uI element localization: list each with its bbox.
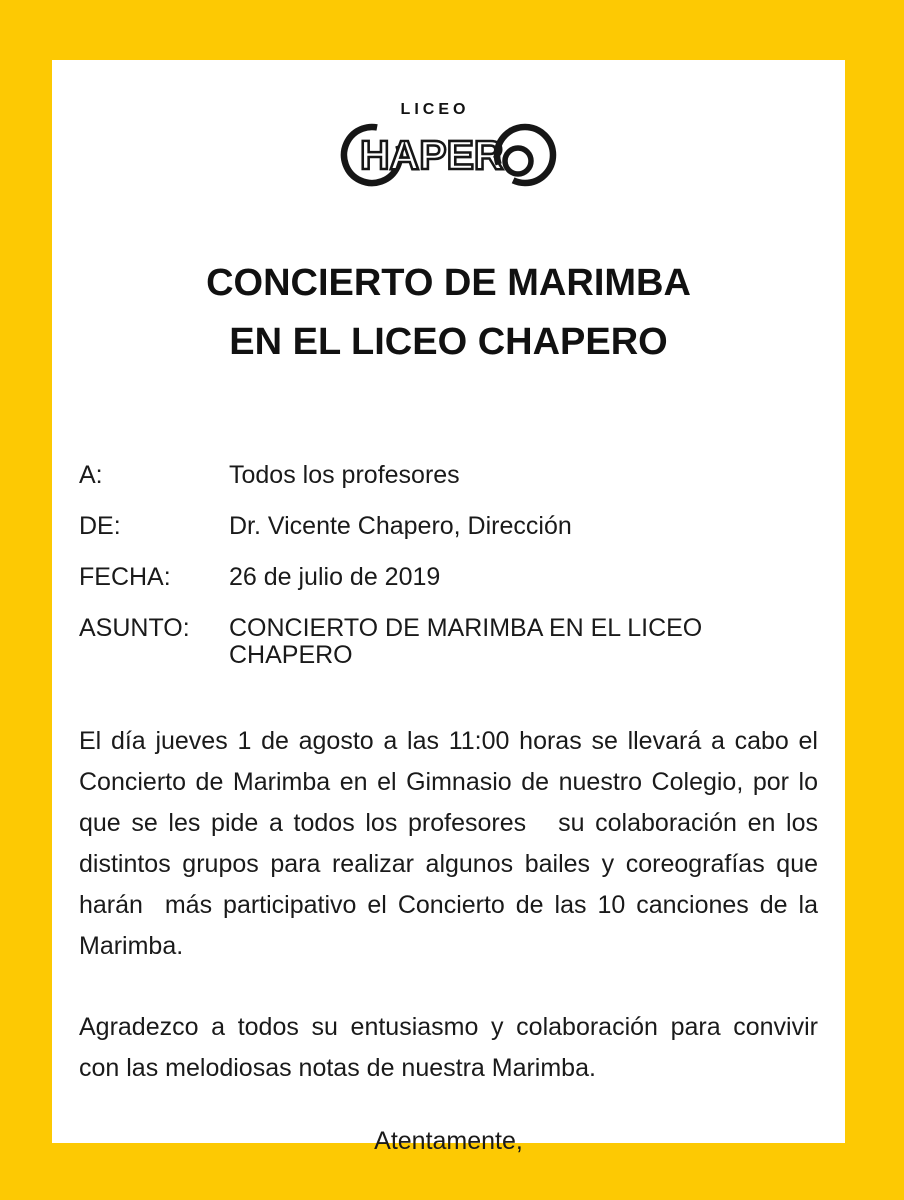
- body-paragraph-2: Agradezco a todos su entusiasmo y colaboración para convivir con las melodiosas notas de nuestra Marimba.: [79, 1012, 818, 1082]
- liceo-chapero-logo: [339, 98, 559, 198]
- memo-value-date: 26 de julio de 2019: [229, 562, 441, 591]
- document-title: [79, 254, 818, 372]
- logo-letters: HAPER: [359, 132, 504, 178]
- memo-label-to: A:: [79, 460, 103, 489]
- memo-value-from: Dr. Vicente Chapero, Dirección: [229, 511, 572, 540]
- memo-row-from: [79, 513, 818, 540]
- document-title-line1: CONCIERTO DE MARIMBA: [206, 262, 691, 304]
- memo-label-subject: ASUNTO:: [79, 613, 190, 642]
- liceo-chapero-logo-icon: [339, 98, 559, 198]
- memo-row-to: [79, 462, 818, 489]
- memo-value-subject: CONCIERTO DE MARIMBA EN EL LICEO CHAPERO: [229, 613, 703, 669]
- memo-row-date: [79, 564, 818, 591]
- logo-o-inner-ring: [505, 148, 531, 174]
- memo-value-to: Todos los profesores: [229, 460, 460, 489]
- memo-header: [79, 462, 818, 669]
- logo-top-text: LICEO: [400, 101, 469, 118]
- letter-paper: [52, 60, 845, 1155]
- memo-label-date: FECHA:: [79, 562, 171, 591]
- document-title-line2: EN EL LICEO CHAPERO: [229, 320, 668, 363]
- body-paragraph-1: El día jueves 1 de agosto a las 11:00 horas se llevará a cabo el Concierto de Marimba en el Gimnasio de nuestro Colegio, por lo que se les pide a todos los profesores su colaboración en los distintos grupos para realizar algunos bailes y coreografías que harán más participativo el Concierto de las 10 canciones de la Marimba.: [79, 726, 818, 960]
- closing-line: Atentamente,: [374, 1126, 523, 1155]
- memo-row-subject: [79, 615, 818, 669]
- memo-label-from: DE:: [79, 511, 121, 540]
